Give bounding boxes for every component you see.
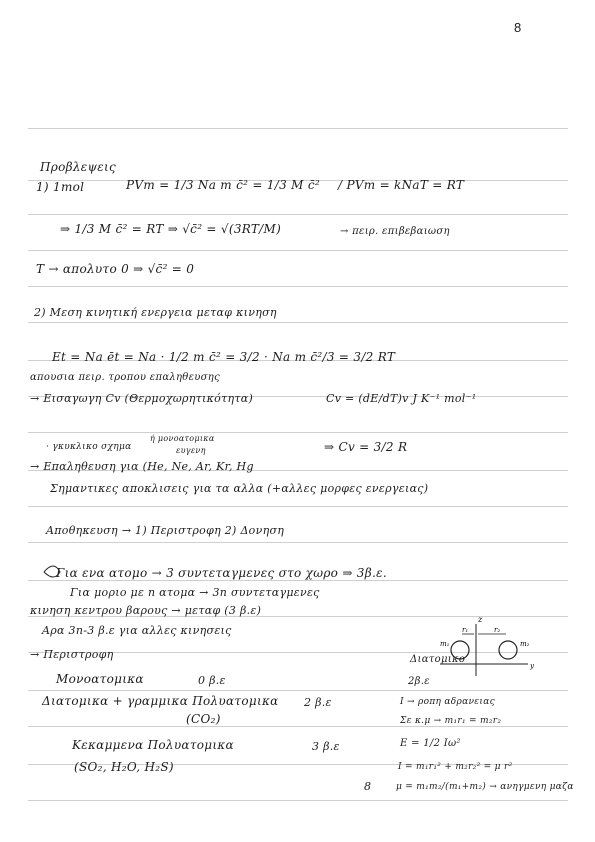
equation: Et = Na ēt = Na · 1/2 m c̄² = 3/2 · Na m c̄²/3 = 3/2 RT [52,350,396,364]
text-line: (SO₂, H₂O, H₂S) [74,760,174,774]
text-line: → Περιστροφη [30,648,114,661]
atom-m1 [451,641,469,659]
section-heading: 2) Μεση κινητική ενεργεια μεταφ κινηση [34,306,277,319]
z-label: z [478,615,483,624]
equation: ⇒ 1/3 M c̄² = RT ⇒ √c̄² = √(3RT/M) [60,222,282,236]
y-label: y [530,662,534,670]
equation: Cv = (dE/dT)v J K⁻¹ mol⁻¹ [326,392,477,405]
text-line: Διατομικα + γραμμικα Πολυατομικα [42,694,279,708]
text-line: Αρα 3n-3 β.ε για αλλες κινησεις [42,624,232,637]
text-line: (CO₂) [186,712,221,726]
page-number: 8 [514,20,522,35]
equation: PVm = 1/3 Na m c̄² = 1/3 M c̄² [126,178,320,192]
note: ευγενη [176,446,206,455]
note: I → ροπη αδρανειας [400,697,495,707]
text-line: 1) 1mol [36,180,85,194]
text-line: → Επαληθευση για (He, Ne, Ar, Kr, Hg [30,460,254,473]
equation: E = 1/2 Iω² [400,738,461,749]
equation: ⇒ Cv = 3/2 R [324,440,408,454]
text-line: 3 β.ε [312,740,340,753]
text-line: 2 β.ε [304,696,332,709]
margin-scribble-icon [44,566,60,577]
diagram-label: Διατομικο [410,654,466,665]
note: → πειρ. επιβεβαιωση [340,226,450,237]
equation: / PVm = kNaT = RT [338,178,465,192]
text-line: Για ενα ατομο → 3 συντεταγμενες στο χωρο ⇒ 3β.ε. [56,566,387,580]
equation: μ = m₁m₂/(m₁+m₂) → ανηγμενη μαζα [396,782,574,792]
r1-label: r₁ [462,626,469,634]
text-line: Αποθηκευση → 1) Περιστροφη 2) Δονηση [46,524,285,537]
atom-m2 [499,641,517,659]
equation: Σε κ.μ → m₁r₁ = m₂r₂ [400,716,502,726]
text-line: Για μοριο με n ατομα → 3n συντεταγμενες [70,586,320,599]
m1-label: m₁ [440,640,450,648]
text-line: Σημαντικες αποκλισεις για τα αλλα (+αλλες μορφες ενεργειας) [50,482,429,495]
text-line: → Εισαγωγη Cv (Θερμοχωρητικότητα) [30,392,254,405]
text-line: 2β.ε [408,676,430,687]
text-line: Μονοατομικα [56,672,144,686]
equation: I = m₁r₁² + m₂r₂² = μ r² [398,762,513,772]
m2-label: m₂ [520,640,530,648]
note: ή μονοατομικα [150,434,215,443]
equation: T → απολυτο 0 ⇒ √c̄² = 0 [36,262,195,276]
text-line: 0 β.ε [198,674,226,687]
r2-label: r₂ [494,626,501,634]
note: απουσια πειρ. τροπου επαληθευσης [30,372,220,383]
text-line: κινηση κεντρου βαρους → μεταφ (3 β.ε) [30,604,262,617]
text-line: · γκυκλικο σχημα [46,442,132,452]
bottom-mark: 8 [364,780,372,793]
text-line: Κεκαμμενα Πολυατομικα [72,738,234,752]
section-heading: Προβλεψεις [40,160,117,174]
